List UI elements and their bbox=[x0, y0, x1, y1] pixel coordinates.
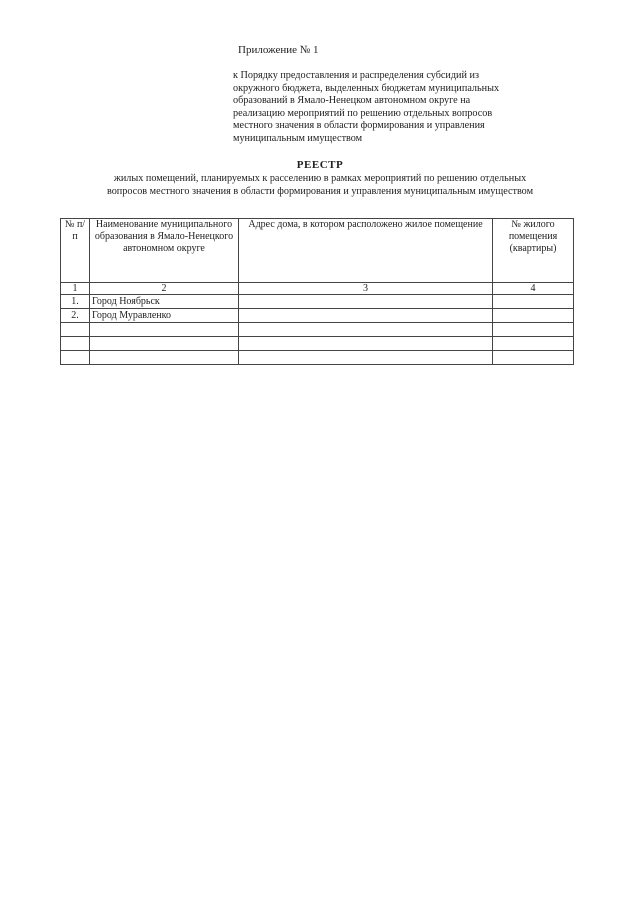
empty-table-row bbox=[61, 323, 574, 337]
empty-cell bbox=[493, 323, 574, 337]
registry-title: РЕЕСТР bbox=[296, 159, 344, 171]
header-address: Адрес дома, в котором расположено жилое помещение bbox=[239, 219, 493, 283]
appendix-reference-line: местного значения в области формирования и управления bbox=[233, 120, 485, 132]
row-apartment bbox=[493, 295, 574, 309]
appendix-reference-line: муниципальным имуществом bbox=[233, 132, 363, 144]
column-number: 1 bbox=[61, 283, 90, 295]
empty-table-row bbox=[61, 337, 574, 351]
header-municipality: Наименование муниципального образования в Ямало-Ненецкого автономном округе bbox=[90, 219, 239, 283]
appendix-title: Приложение № 1 bbox=[238, 44, 319, 56]
row-municipality: Город Ноябрьск bbox=[90, 295, 239, 309]
appendix-reference-line: образований в Ямало-Ненецком автономном округе на bbox=[233, 95, 471, 107]
row-address bbox=[239, 295, 493, 309]
appendix-reference-line: к Порядку предоставления и распределения субсидий из bbox=[233, 70, 479, 81]
column-number: 4 bbox=[493, 283, 574, 295]
table-header-row bbox=[61, 219, 574, 283]
empty-table-row bbox=[61, 351, 574, 365]
registry-subtitle-line: вопросов местного значения в области формирования и управления муниципальным имуществом bbox=[106, 186, 534, 197]
row-municipality: Город Муравленко bbox=[90, 309, 239, 323]
empty-cell bbox=[90, 337, 239, 351]
registry-subtitle bbox=[0, 172, 640, 198]
empty-cell bbox=[61, 351, 90, 365]
row-address bbox=[239, 309, 493, 323]
row-apartment bbox=[493, 309, 574, 323]
empty-cell bbox=[90, 323, 239, 337]
column-number: 3 bbox=[239, 283, 493, 295]
appendix-reference-line: реализацию мероприятий по решению отдельных вопросов bbox=[233, 107, 493, 119]
appendix-reference bbox=[233, 70, 563, 146]
empty-cell bbox=[239, 323, 493, 337]
empty-cell bbox=[493, 337, 574, 351]
appendix-reference-line: окружного бюджета, выделенных бюджетам муниципальных bbox=[233, 82, 500, 94]
empty-cell bbox=[61, 337, 90, 351]
column-numbers-row bbox=[61, 283, 574, 295]
registry-subtitle-line: жилых помещений, планируемых к расселению в рамках мероприятий по решению отдельных bbox=[113, 173, 527, 184]
registry-table bbox=[60, 218, 574, 365]
header-apartment: № жилого помещения (квартиры) bbox=[493, 219, 574, 283]
column-number: 2 bbox=[90, 283, 239, 295]
empty-cell bbox=[239, 351, 493, 365]
empty-cell bbox=[61, 323, 90, 337]
empty-cell bbox=[493, 351, 574, 365]
table-row bbox=[61, 295, 574, 309]
empty-cell bbox=[239, 337, 493, 351]
table-row bbox=[61, 309, 574, 323]
header-number: № п/п bbox=[61, 219, 90, 283]
row-number: 2. bbox=[61, 309, 90, 323]
row-number: 1. bbox=[61, 295, 90, 309]
empty-cell bbox=[90, 351, 239, 365]
